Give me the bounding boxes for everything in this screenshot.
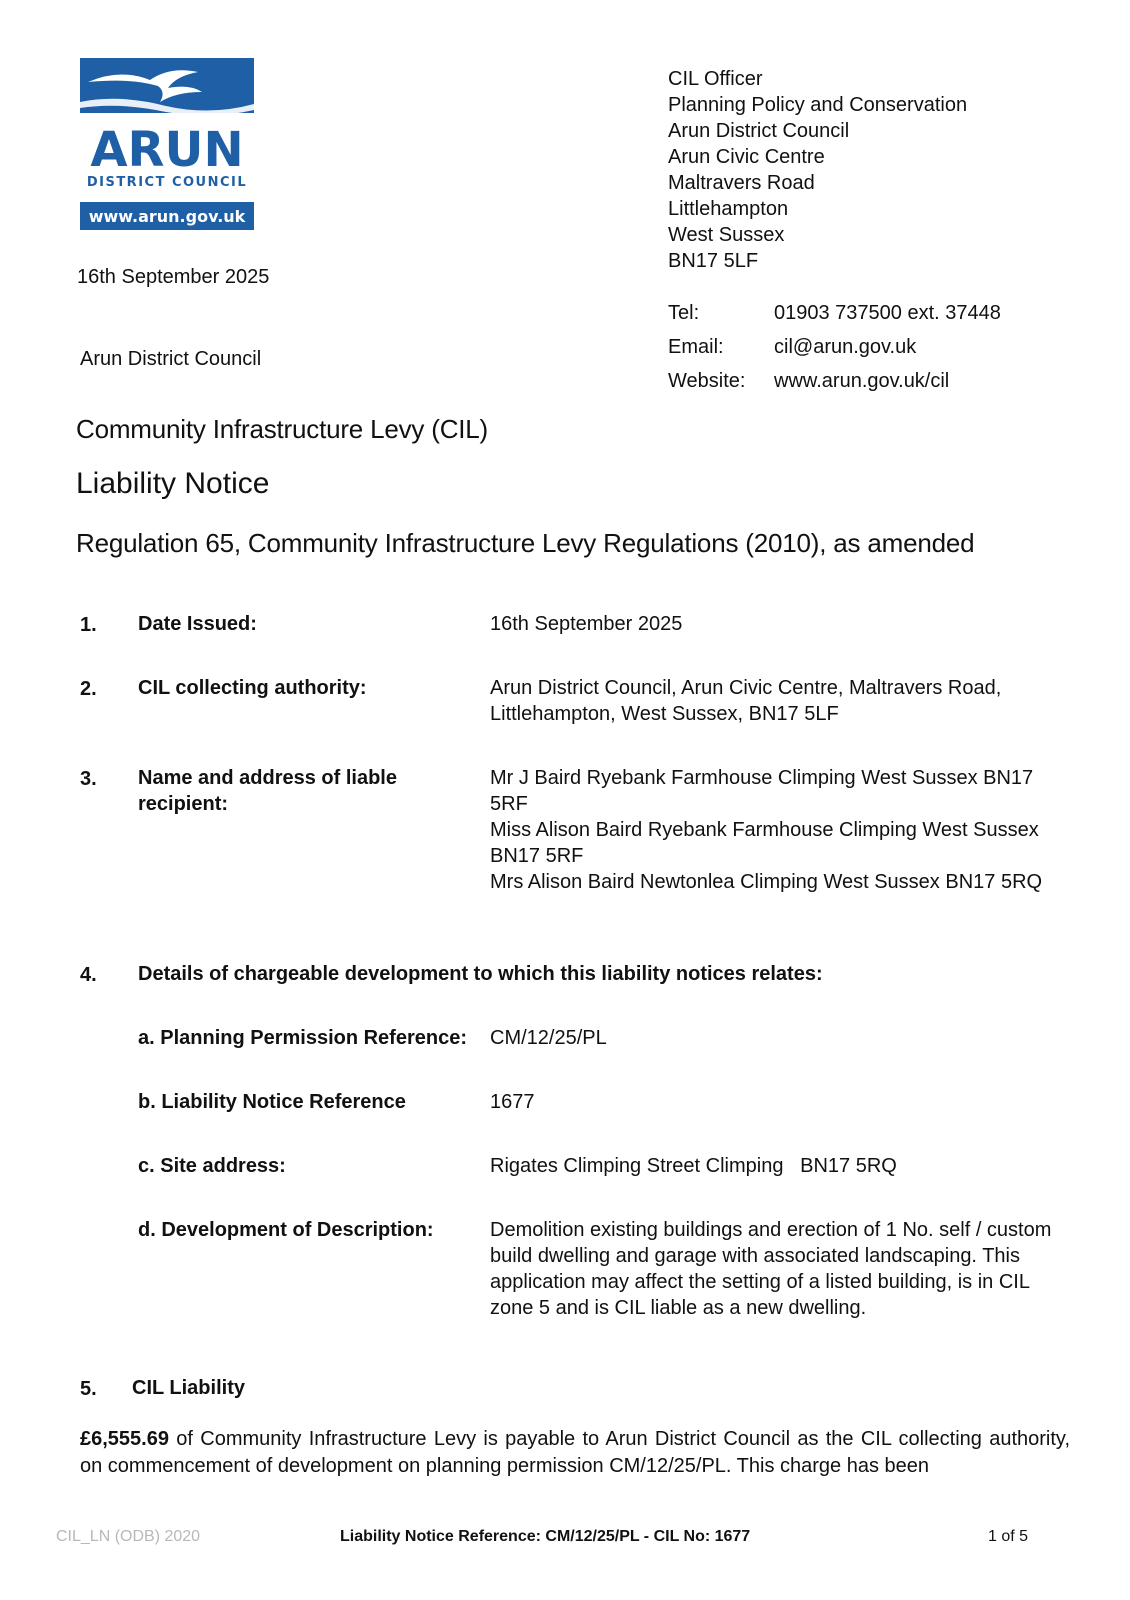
tel-label: Tel: — [668, 301, 700, 324]
contact-details — [668, 296, 1001, 398]
document-regulation: Regulation 65, Community Infrastructure Levy Regulations (2010), as amended — [76, 528, 975, 558]
liable-recipient: Miss Alison Baird Ryebank Farmhouse Climping West Sussex BN17 5RF — [490, 819, 1039, 867]
collecting-authority-label: CIL collecting authority: — [138, 677, 367, 699]
address-line: Littlehampton — [668, 198, 789, 220]
development-description-value: Demolition existing buildings and erection of 1 No. self / custom build dwelling and garage with associated landscaping. This application may affect the setting of a listed building, is in CIL zone 5 and is CIL liable as a new dwelling. — [490, 1219, 1052, 1319]
contact-website — [668, 364, 1001, 398]
contact-tel — [668, 296, 1001, 330]
address-line: BN17 5LF — [668, 250, 759, 272]
address-line: West Sussex — [668, 224, 785, 246]
liable-recipient: Mr J Baird Ryebank Farmhouse Climping West Sussex BN17 5RF — [490, 767, 1034, 815]
document-heading: Community Infrastructure Levy (CIL) — [76, 414, 489, 444]
site-address-label: c. Site address: — [138, 1155, 286, 1177]
arun-council-logo — [80, 58, 254, 234]
collecting-authority-value: Arun District Council, Arun Civic Centre, Maltravers Road, Littlehampton, West Sussex, BN17 5LF — [490, 677, 1002, 725]
address-line: Planning Policy and Conservation — [668, 94, 968, 116]
tel-value: 01903 737500 ext. 37448 — [774, 301, 1001, 324]
address-line: CIL Officer — [668, 68, 763, 90]
footer-form-code: CIL_LN (ODB) 2020 — [56, 1528, 201, 1545]
recipient-organisation: Arun District Council — [80, 348, 262, 370]
letter-date: 16th September 2025 — [77, 266, 270, 288]
document-title: Liability Notice — [76, 467, 270, 500]
item-number: 1. — [80, 614, 97, 636]
website-link[interactable]: www.arun.gov.uk/cil — [774, 369, 950, 392]
contact-email — [668, 330, 1001, 364]
logo-url: www.arun.gov.uk — [88, 207, 246, 226]
address-line: Maltravers Road — [668, 172, 815, 194]
item-number: 3. — [80, 768, 97, 790]
liable-recipient-label: Name and address of liable recipient: — [138, 767, 397, 815]
planning-reference-label: a. Planning Permission Reference: — [138, 1027, 467, 1049]
development-description-label: d. Development of Description: — [138, 1219, 434, 1241]
email-link[interactable]: cil@arun.gov.uk — [774, 335, 917, 358]
liability-text: of Community Infrastructure Levy is payable to Arun District Council as the CIL collecting authority, on commencement of development on planning permission CM/12/25/PL. This charge has been — [80, 1428, 1070, 1477]
item-number: 4. — [80, 964, 97, 986]
notice-reference-label: b. Liability Notice Reference — [138, 1091, 406, 1113]
notice-reference-value: 1677 — [490, 1091, 535, 1113]
logo-brand: ARUN — [90, 122, 244, 178]
address-line: Arun District Council — [668, 120, 850, 142]
liable-recipient-list — [490, 765, 1070, 895]
address-line: Arun Civic Centre — [668, 146, 825, 168]
footer-reference: Liability Notice Reference: CM/12/25/PL - CIL No: 1677 — [340, 1528, 751, 1545]
item-number: 5. — [80, 1378, 97, 1400]
email-label: Email: — [668, 335, 724, 358]
cil-liability-heading: CIL Liability — [132, 1377, 245, 1399]
page-number: 1 of 5 — [988, 1528, 1029, 1545]
planning-reference-value: CM/12/25/PL — [490, 1027, 607, 1049]
date-issued-label: Date Issued: — [138, 613, 257, 635]
website-label: Website: — [668, 369, 746, 392]
liable-recipient: Mrs Alison Baird Newtonlea Climping West Sussex BN17 5RQ — [490, 871, 1043, 893]
item-number: 2. — [80, 678, 97, 700]
liability-amount: £6,555.69 — [80, 1428, 169, 1450]
sender-address — [668, 66, 967, 274]
development-details-heading: Details of chargeable development to which this liability notices relates: — [138, 963, 823, 985]
date-issued-value: 16th September 2025 — [490, 613, 683, 635]
site-address-value: Rigates Climping Street Climping BN17 5RQ — [490, 1155, 897, 1177]
liability-paragraph — [80, 1426, 1070, 1480]
logo-subtitle: DISTRICT COUNCIL — [86, 175, 248, 190]
